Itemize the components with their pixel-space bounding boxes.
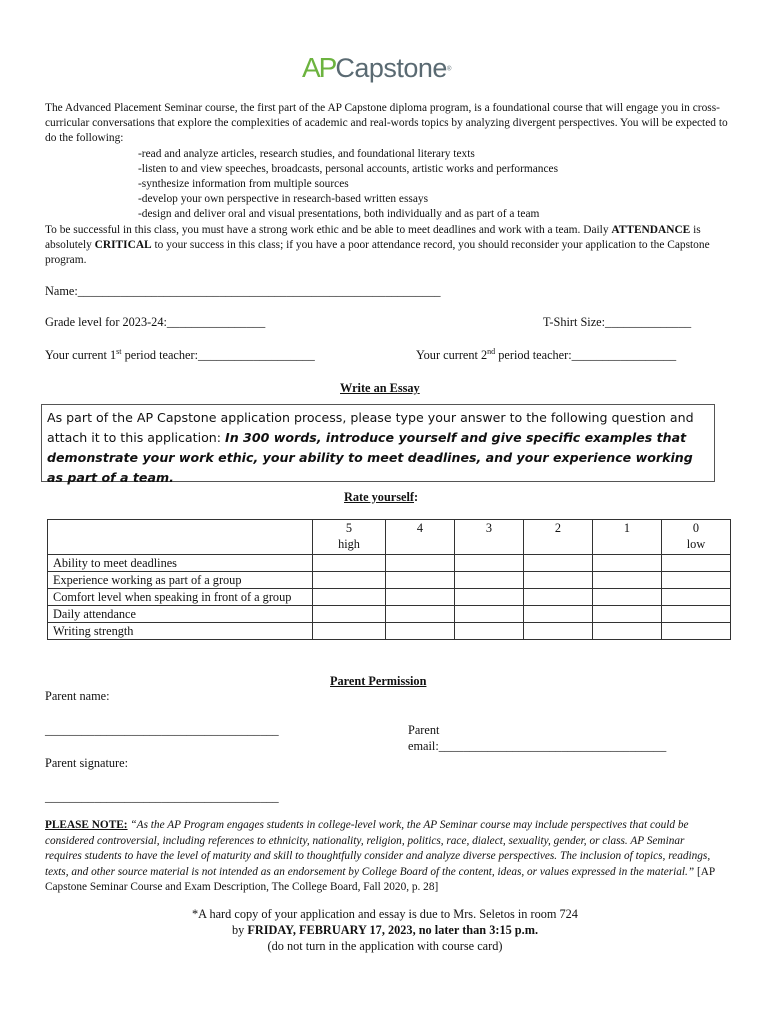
success-paragraph <box>45 223 735 269</box>
field-label: period teacher:___________________ <box>121 348 315 363</box>
rating-cell[interactable] <box>313 589 386 606</box>
column-header-1 <box>593 520 662 555</box>
rating-cell[interactable] <box>662 589 731 606</box>
due-date-footer <box>120 906 650 954</box>
rating-cell[interactable] <box>524 606 593 623</box>
rating-cell[interactable] <box>455 555 524 572</box>
success-text: to your success in this class; if you have a poor attendance record, you should reconsider your application to the Capstone program. <box>45 238 710 267</box>
column-sublabel: low <box>686 537 706 551</box>
table-header-row <box>48 520 731 555</box>
column-number: 0 <box>692 521 700 535</box>
ap-capstone-logo <box>302 52 451 82</box>
please-note <box>45 818 723 896</box>
intro-paragraph: The Advanced Placement Seminar course, the first part of the AP Capstone diploma program, is a foundational course that will engage you in cross-curricular conversations that explore the complexities of academic and real-words topics by analyzing divergent perspectives. You will be expected to do the following: <box>45 102 728 145</box>
self-rating-table <box>47 519 731 640</box>
grade-level-field[interactable]: Grade level for 2023-24:________________ <box>45 315 266 329</box>
success-text: To be successful in this class, you must have a strong work ethic and be able to meet deadlines and work with a team. Daily <box>45 223 612 236</box>
column-header-2 <box>524 520 593 555</box>
rating-cell[interactable] <box>662 606 731 623</box>
parent-permission-heading: Parent Permission <box>330 674 427 688</box>
rating-cell[interactable] <box>313 555 386 572</box>
column-number: 1 <box>623 521 631 535</box>
note-heading: PLEASE NOTE: <box>45 819 128 831</box>
logo-capstone: Capstone <box>335 53 447 83</box>
rating-cell[interactable] <box>524 572 593 589</box>
field-label: Your current 2 <box>416 348 488 363</box>
list-item: -design and deliver oral and visual presentations, both individually and as part of a team <box>138 208 540 221</box>
essay-intro: As part of the AP Capstone application process, please type your answer to the following question and attach it to this application: <box>47 410 694 445</box>
table-row <box>48 606 731 623</box>
rating-cell[interactable] <box>455 623 524 640</box>
rating-cell[interactable] <box>386 623 455 640</box>
rating-cell[interactable] <box>662 623 731 640</box>
table-row <box>48 589 731 606</box>
column-number: 3 <box>485 521 493 535</box>
rating-cell[interactable] <box>386 555 455 572</box>
footer-line: (do not turn in the application with course card) <box>267 939 503 953</box>
rate-heading-colon: : <box>414 490 419 504</box>
rating-cell[interactable] <box>524 623 593 640</box>
rating-cell[interactable] <box>386 606 455 623</box>
intro-text <box>45 101 735 268</box>
rating-cell[interactable] <box>524 555 593 572</box>
ordinal-suffix: nd <box>487 347 496 356</box>
rating-cell[interactable] <box>593 623 662 640</box>
rating-cell[interactable] <box>662 555 731 572</box>
essay-question: In 300 words, introduce yourself and give specific examples that demonstrate your work ethic, your ability to meet deadlines, and your experience working as part of a team. <box>47 430 693 485</box>
rate-yourself-heading <box>344 490 418 505</box>
critical-emphasis: CRITICAL <box>94 238 152 251</box>
field-label: Your current 1 <box>45 348 117 363</box>
parent-name-field[interactable]: ______________________________________ <box>45 723 279 737</box>
list-item: -read and analyze articles, research studies, and foundational literary texts <box>138 147 475 160</box>
footer-line: *A hard copy of your application and essay is due to Mrs. Seletos in room 724 <box>192 907 578 921</box>
logo-trademark: ® <box>446 66 452 73</box>
rating-cell[interactable] <box>593 572 662 589</box>
column-sublabel: high <box>338 537 360 551</box>
rating-cell[interactable] <box>313 606 386 623</box>
first-period-teacher-field[interactable] <box>45 347 315 363</box>
row-label: Experience working as part of a group <box>48 572 313 589</box>
row-label: Ability to meet deadlines <box>48 555 313 572</box>
rating-cell[interactable] <box>524 589 593 606</box>
rating-cell[interactable] <box>386 572 455 589</box>
field-label: period teacher:_________________ <box>495 348 677 363</box>
success-text: is absolutely <box>45 223 701 251</box>
parent-name-label: Parent name: <box>45 689 110 703</box>
parent-signature-field[interactable]: ______________________________________ <box>45 790 279 804</box>
list-item: -synthesize information from multiple sources <box>138 178 349 191</box>
table-row <box>48 555 731 572</box>
rating-cell[interactable] <box>662 572 731 589</box>
attendance-emphasis: ATTENDANCE <box>611 223 691 236</box>
rating-cell[interactable] <box>386 589 455 606</box>
list-item: -listen to and view speeches, broadcasts, personal accounts, artistic works and performances <box>138 162 559 175</box>
column-number: 2 <box>554 521 562 535</box>
list-item: -develop your own perspective in research-based written essays <box>138 193 429 206</box>
rating-cell[interactable] <box>455 572 524 589</box>
rating-cell[interactable] <box>455 589 524 606</box>
tshirt-size-field[interactable]: T-Shirt Size:______________ <box>543 315 692 329</box>
footer-deadline <box>120 922 650 938</box>
deadline-date: FRIDAY, FEBRUARY 17, 2023, no later than 3:15 p.m. <box>247 923 539 937</box>
note-citation: [AP Capstone Seminar Course and Exam Description, The College Board, Fall 2020, p. 28] <box>45 865 715 894</box>
column-number: 4 <box>416 521 424 535</box>
rate-heading-text: Rate yourself <box>344 490 415 504</box>
column-header-0 <box>662 520 731 555</box>
expectations-list <box>45 147 735 223</box>
rating-cell[interactable] <box>593 555 662 572</box>
rating-cell[interactable] <box>593 606 662 623</box>
column-header-5 <box>313 520 386 555</box>
column-header-4 <box>386 520 455 555</box>
essay-prompt-box <box>41 404 715 485</box>
ordinal-suffix: st <box>116 347 122 356</box>
essay-heading: Write an Essay <box>340 381 420 395</box>
footer-text: by <box>231 923 248 937</box>
column-number: 5 <box>345 521 353 535</box>
rating-cell[interactable] <box>593 589 662 606</box>
table-row <box>48 572 731 589</box>
parent-signature-label: Parent signature: <box>45 756 128 770</box>
row-label: Daily attendance <box>48 606 313 623</box>
parent-email-label: Parent <box>408 723 440 737</box>
rating-cell[interactable] <box>313 623 386 640</box>
second-period-teacher-field[interactable] <box>416 347 676 363</box>
logo-ap: AP <box>302 52 336 83</box>
header-blank-cell <box>48 520 313 555</box>
rating-cell[interactable] <box>313 572 386 589</box>
parent-email-field[interactable]: email:_____________________________________ <box>408 739 667 753</box>
note-quote: “As the AP Program engages students in college-level work, the AP Seminar course may include perspectives that could be considered controversial, including references to ethnicity, nationality, religion, politics, race, dialect, sexuality, gender, or class. AP Seminar requires students to have the level of maturity and skill to thoughtfully consider and analyze diverse perspectives. The inclusion of topics, readings, texts, and other source material is not intended as an endorsement by College Board of the content, ideas, or values expressed in the material.” <box>45 819 711 878</box>
row-label: Writing strength <box>48 623 313 640</box>
rating-cell[interactable] <box>455 606 524 623</box>
name-field[interactable]: Name:___________________________________________________________ <box>45 284 441 298</box>
column-header-3 <box>455 520 524 555</box>
row-label: Comfort level when speaking in front of a group <box>48 589 313 606</box>
table-row <box>48 623 731 640</box>
